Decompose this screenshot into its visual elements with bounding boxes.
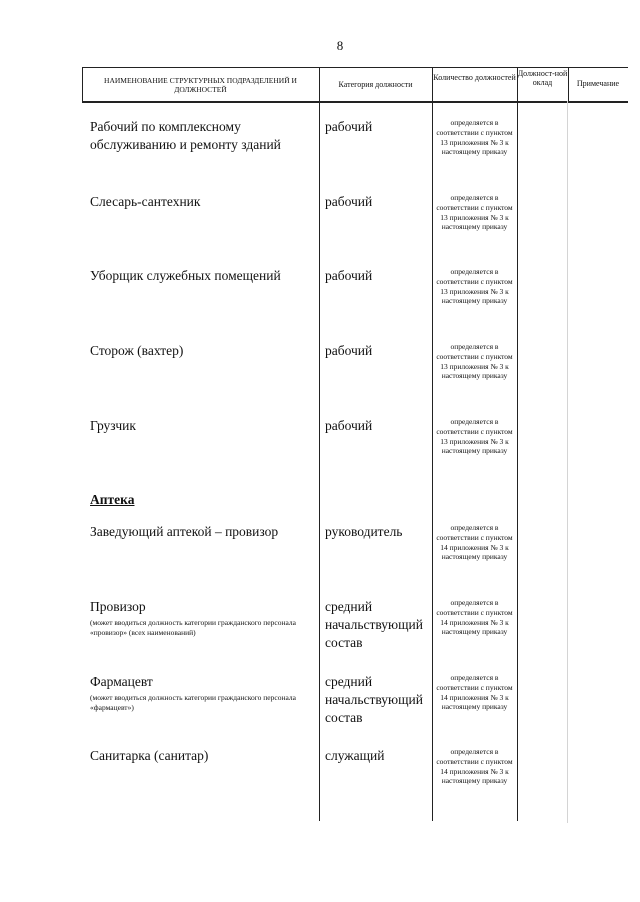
position-name (90, 673, 315, 713)
position-quantity: определяется в соответствии с пунктом 13 приложения № 3 к настоящему приказу (436, 417, 513, 456)
position-category: рабочий (325, 343, 373, 358)
position-category: служащий (325, 748, 385, 763)
position-name (90, 523, 315, 543)
position-category: средний начальствующий состав (325, 674, 423, 725)
header-quantity: Количество должностей (433, 73, 516, 82)
position-quantity: определяется в соответствии с пунктом 13 приложения № 3 к настоящему приказу (436, 118, 513, 157)
position-quantity: определяется в соответствии с пунктом 14 приложения № 3 к настоящему приказу (436, 523, 513, 562)
position-quantity: определяется в соответствии с пунктом 13 приложения № 3 к настоящему приказу (436, 342, 513, 381)
position-category: рабочий (325, 418, 373, 433)
position-title: Санитарка (санитар) (90, 748, 209, 763)
position-note: (может вводиться должность категории гражданского персонала «фармацевт») (90, 693, 296, 712)
header-category: Категория должности (338, 80, 413, 89)
position-name (90, 598, 315, 638)
position-name: Сторож (вахтер) (90, 343, 184, 358)
table-top-rule (82, 67, 628, 68)
position-name: Рабочий по комплексному обслуживанию и ремонту зданий (90, 119, 281, 152)
position-quantity: определяется в соответствии с пунктом 14 приложения № 3 к настоящему приказу (436, 673, 513, 712)
section-title: Аптека (90, 492, 135, 507)
position-category: рабочий (325, 268, 373, 283)
position-title: Провизор (90, 599, 146, 614)
position-category: средний начальствующий состав (325, 599, 423, 650)
column-rule (517, 67, 518, 821)
position-note: (может вводиться должность категории гражданского персонала «провизор» (всех наименований) (90, 618, 296, 637)
position-name: Грузчик (90, 418, 136, 433)
position-category: рабочий (325, 119, 373, 134)
header-note: Примечание (576, 79, 620, 88)
position-category: рабочий (325, 194, 373, 209)
header-salary: Должност-ной оклад (517, 69, 568, 87)
position-title: Заведующий аптекой – провизор (90, 524, 279, 539)
position-quantity: определяется в соответствии с пунктом 13 приложения № 3 к настоящему приказу (436, 267, 513, 306)
position-name (90, 747, 315, 767)
position-name: Уборщик служебных помещений (90, 268, 281, 283)
page-number: 8 (336, 38, 344, 53)
position-quantity: определяется в соответствии с пунктом 14 приложения № 3 к настоящему приказу (436, 747, 513, 786)
position-title: Фармацевт (90, 674, 153, 689)
position-name: Слесарь-сантехник (90, 194, 201, 209)
header-name: НАИМЕНОВАНИЕ СТРУКТУРНЫХ ПОДРАЗДЕЛЕНИЙ И ДОЛЖНОСТЕЙ (104, 76, 297, 94)
column-rule (319, 67, 320, 821)
position-quantity: определяется в соответствии с пунктом 14 приложения № 3 к настоящему приказу (436, 598, 513, 637)
header-bottom-rule (82, 101, 628, 103)
position-category: руководитель (325, 524, 403, 539)
column-rule (567, 101, 568, 823)
position-quantity: определяется в соответствии с пунктом 13 приложения № 3 к настоящему приказу (436, 193, 513, 232)
